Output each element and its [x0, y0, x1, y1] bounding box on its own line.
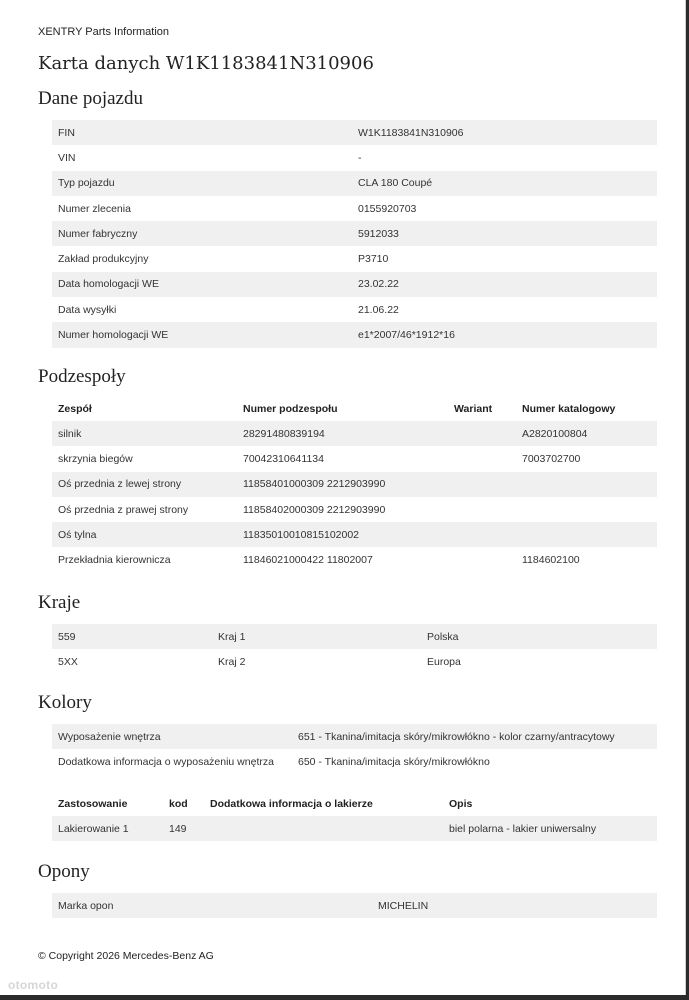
components-column-header: Numer katalogowy [522, 403, 616, 415]
vehicle-value: 23.02.22 [352, 272, 657, 297]
vehicle-row [52, 221, 657, 246]
components-cell: 11858402000309 2212903990 [243, 503, 386, 516]
components-cell: 28291480839194 [237, 421, 448, 446]
vehicle-value: W1K1183841N310906 [352, 120, 657, 145]
vehicle-row [52, 297, 657, 322]
components-row [52, 472, 657, 497]
vehicle-value: P3710 [358, 253, 389, 266]
tires-table [52, 893, 657, 918]
paint-cell: 149 [163, 816, 204, 841]
components-cell: Przekładnia kierownicza [58, 554, 171, 567]
section-title-countries: Kraje [38, 592, 81, 613]
section-title-components: Podzespoły [38, 366, 126, 387]
components-cell [448, 522, 516, 547]
paint-cell: Lakierowanie 1 [52, 816, 163, 841]
components-cell: 70042310641134 [243, 452, 324, 465]
paint-header-row [52, 792, 657, 816]
vehicle-label: Numer homologacji WE [52, 322, 352, 347]
vehicle-row [52, 322, 657, 347]
components-cell: Oś przednia z prawej strony [58, 503, 189, 516]
vehicle-row [52, 171, 657, 196]
colors-value: 650 - Tkanina/imitacja skóry/mikrowłókno [298, 755, 490, 768]
components-cell [516, 522, 657, 547]
components-row [52, 421, 657, 446]
watermark-logo: otomoto [8, 978, 59, 992]
vehicle-row [52, 145, 657, 170]
components-cell: silnik [52, 421, 237, 446]
components-cell [516, 497, 657, 522]
vehicle-label: Numer fabryczny [52, 221, 352, 246]
vehicle-row [52, 272, 657, 297]
components-cell: A2820100804 [516, 421, 657, 446]
components-column-header: Zespół [58, 403, 92, 415]
copyright-footer: © Copyright 2026 Mercedes-Benz AG [38, 950, 214, 962]
countries-cell: Kraj 1 [212, 624, 421, 649]
vehicle-label: Data homologacji WE [52, 272, 352, 297]
components-cell: 1184602100 [522, 554, 580, 567]
colors-table [52, 724, 657, 775]
page-title: Karta danych W1K1183841N310906 [38, 53, 374, 74]
countries-cell: 5XX [58, 655, 78, 668]
components-cell: 7003702700 [522, 452, 581, 465]
vehicle-value: 5912033 [352, 221, 657, 246]
tires-value: MICHELIN [372, 893, 657, 918]
components-cell: 11858401000309 2212903990 [237, 472, 448, 497]
section-title-colors: Kolory [38, 692, 92, 713]
countries-cell: Polska [421, 624, 657, 649]
countries-row [52, 649, 657, 674]
components-row [52, 446, 657, 471]
colors-row [52, 724, 657, 749]
app-title: XENTRY Parts Information [38, 26, 170, 38]
vehicle-table [52, 120, 657, 348]
countries-table [52, 624, 657, 675]
components-cell: skrzynia biegów [58, 452, 133, 465]
paint-cell: biel polarna - lakier uniwersalny [443, 816, 657, 841]
countries-cell: Europa [427, 655, 461, 668]
vehicle-label: Data wysyłki [58, 303, 117, 316]
tires-label: Marka opon [52, 893, 372, 918]
components-cell [448, 497, 516, 522]
components-column-header: Wariant [454, 403, 493, 415]
vehicle-value: - [358, 151, 362, 164]
components-header-row [52, 397, 657, 421]
vehicle-value: 21.06.22 [358, 303, 399, 316]
components-cell [448, 547, 516, 572]
components-row [52, 497, 657, 522]
components-cell: Oś tylna [52, 522, 237, 547]
components-cell [516, 472, 657, 497]
vehicle-label: Numer zlecenia [58, 202, 131, 215]
components-cell [448, 472, 516, 497]
countries-cell: Kraj 2 [218, 655, 246, 668]
paint-table [52, 792, 657, 841]
vehicle-value: 0155920703 [358, 202, 417, 215]
components-cell: 11835010010815102002 [237, 522, 448, 547]
countries-row [52, 624, 657, 649]
components-cell [448, 421, 516, 446]
vehicle-row [52, 120, 657, 145]
vehicle-label: Typ pojazdu [52, 171, 352, 196]
paint-column-header: Zastosowanie [58, 798, 128, 810]
colors-label: Wyposażenie wnętrza [52, 724, 292, 749]
vehicle-label: Zakład produkcyjny [58, 253, 149, 266]
vehicle-value: CLA 180 Coupé [352, 171, 657, 196]
components-cell: Oś przednia z lewej strony [52, 472, 237, 497]
components-column-header: Numer podzespołu [243, 403, 338, 415]
paint-cell [204, 816, 443, 841]
paint-column-header: kod [169, 798, 188, 810]
components-cell [448, 446, 516, 471]
vehicle-row [52, 196, 657, 221]
paint-column-header: Dodatkowa informacja o lakierze [210, 798, 373, 810]
vehicle-row [52, 246, 657, 271]
colors-label: Dodatkowa informacja o wyposażeniu wnętrza [58, 755, 274, 768]
colors-value: 651 - Tkanina/imitacja skóry/mikrowłókno - kolor czarny/antracytowy [292, 724, 657, 749]
section-title-vehicle: Dane pojazdu [38, 88, 143, 109]
tires-row [52, 893, 657, 918]
components-cell: 11846021000422 11802007 [243, 554, 373, 567]
paint-row [52, 816, 657, 841]
paint-column-header: Opis [449, 798, 473, 810]
vehicle-label: FIN [52, 120, 352, 145]
vehicle-label: VIN [58, 151, 76, 164]
vehicle-value: e1*2007/46*1912*16 [352, 322, 657, 347]
section-title-tires: Opony [38, 861, 90, 882]
components-row [52, 522, 657, 547]
colors-row [52, 749, 657, 774]
countries-cell: 559 [52, 624, 212, 649]
components-row [52, 547, 657, 572]
components-table [52, 397, 657, 573]
